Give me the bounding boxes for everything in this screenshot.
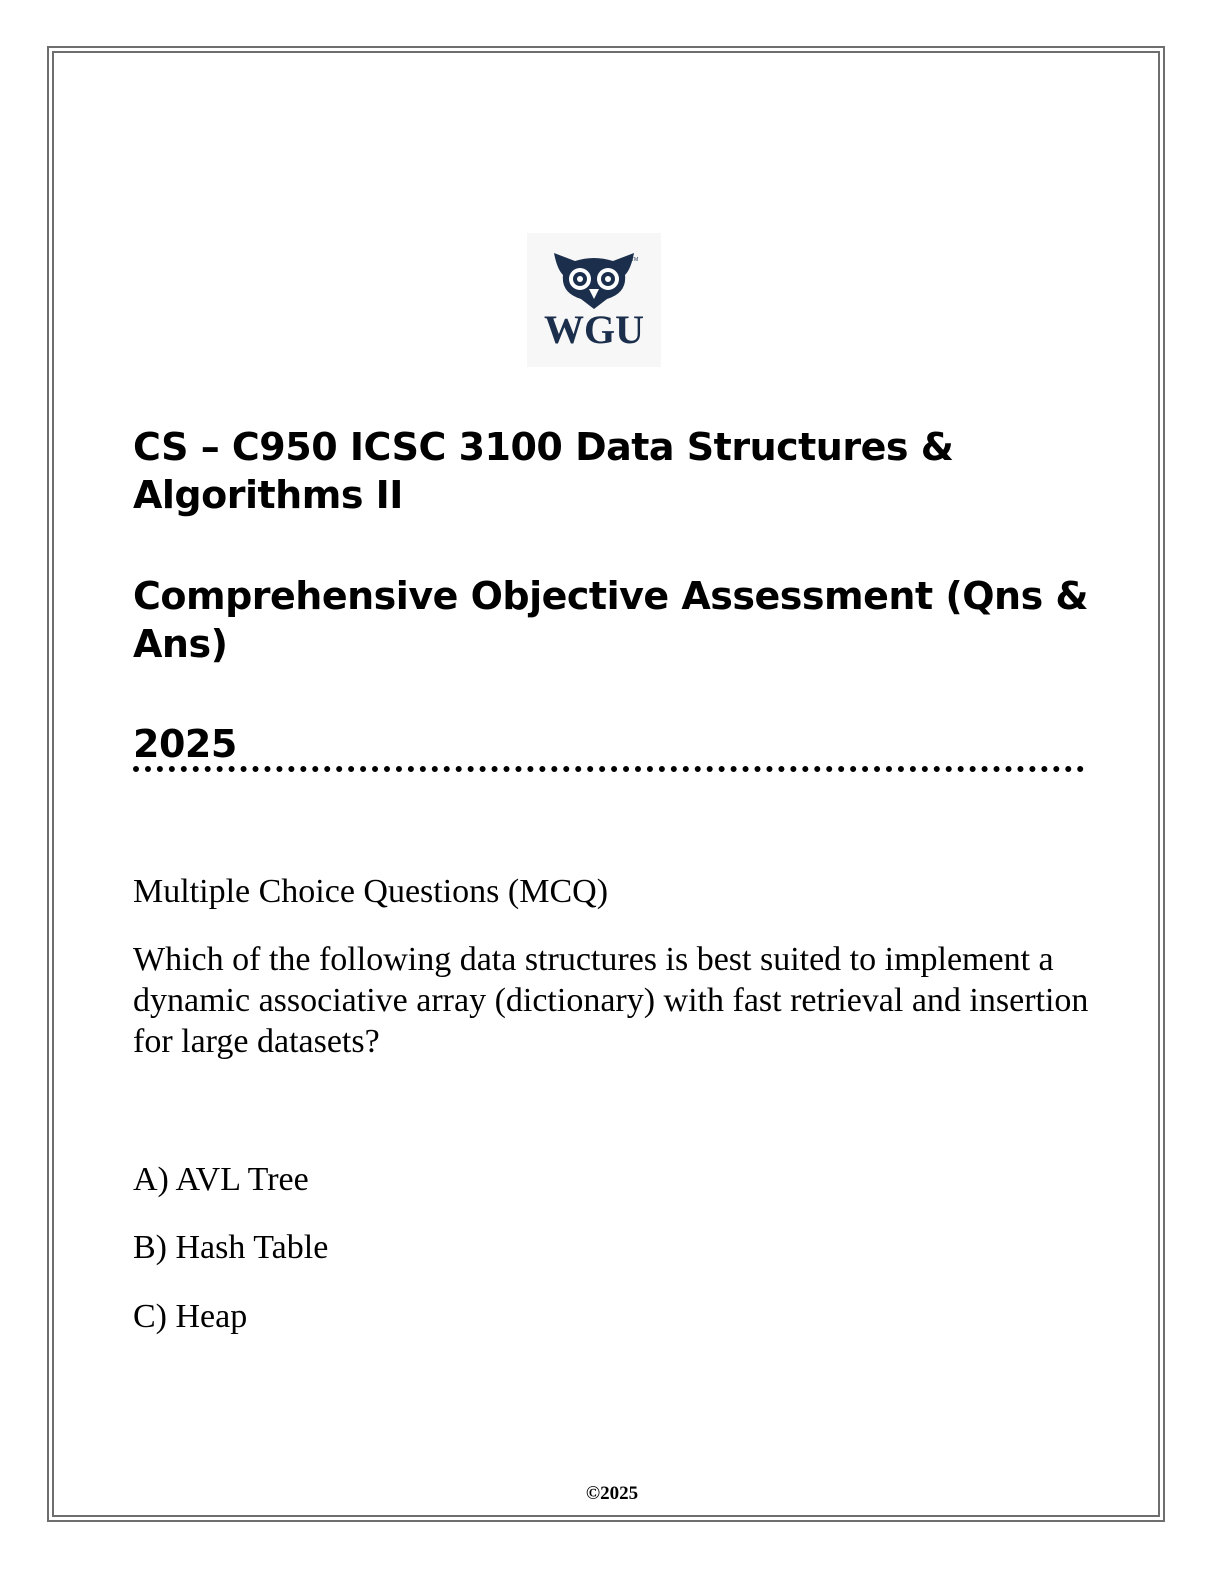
question-text: Which of the following data structures is best suited to implement a dynamic associative array (dictionary) with fast retrieval and insertion for large datasets?	[133, 941, 1089, 1060]
option-c: C) Heap	[133, 1298, 248, 1335]
document-year: 2025	[133, 722, 237, 766]
owl-icon	[527, 233, 661, 367]
option-a: A) AVL Tree	[133, 1161, 309, 1198]
option-b: B) Hash Table	[133, 1229, 329, 1266]
svg-text:TM: TM	[631, 257, 639, 263]
logo-wordmark: WGU	[544, 307, 644, 352]
document-title: CS – C950 ICSC 3100 Data Structures & Algorithms II	[133, 425, 954, 517]
document-subtitle: Comprehensive Objective Assessment (Qns & Ans)	[133, 574, 1089, 666]
copyright-footer: ©2025	[585, 1483, 639, 1504]
dotted-divider	[133, 766, 1084, 772]
section-label: Multiple Choice Questions (MCQ)	[133, 873, 609, 910]
wgu-logo	[527, 233, 661, 367]
